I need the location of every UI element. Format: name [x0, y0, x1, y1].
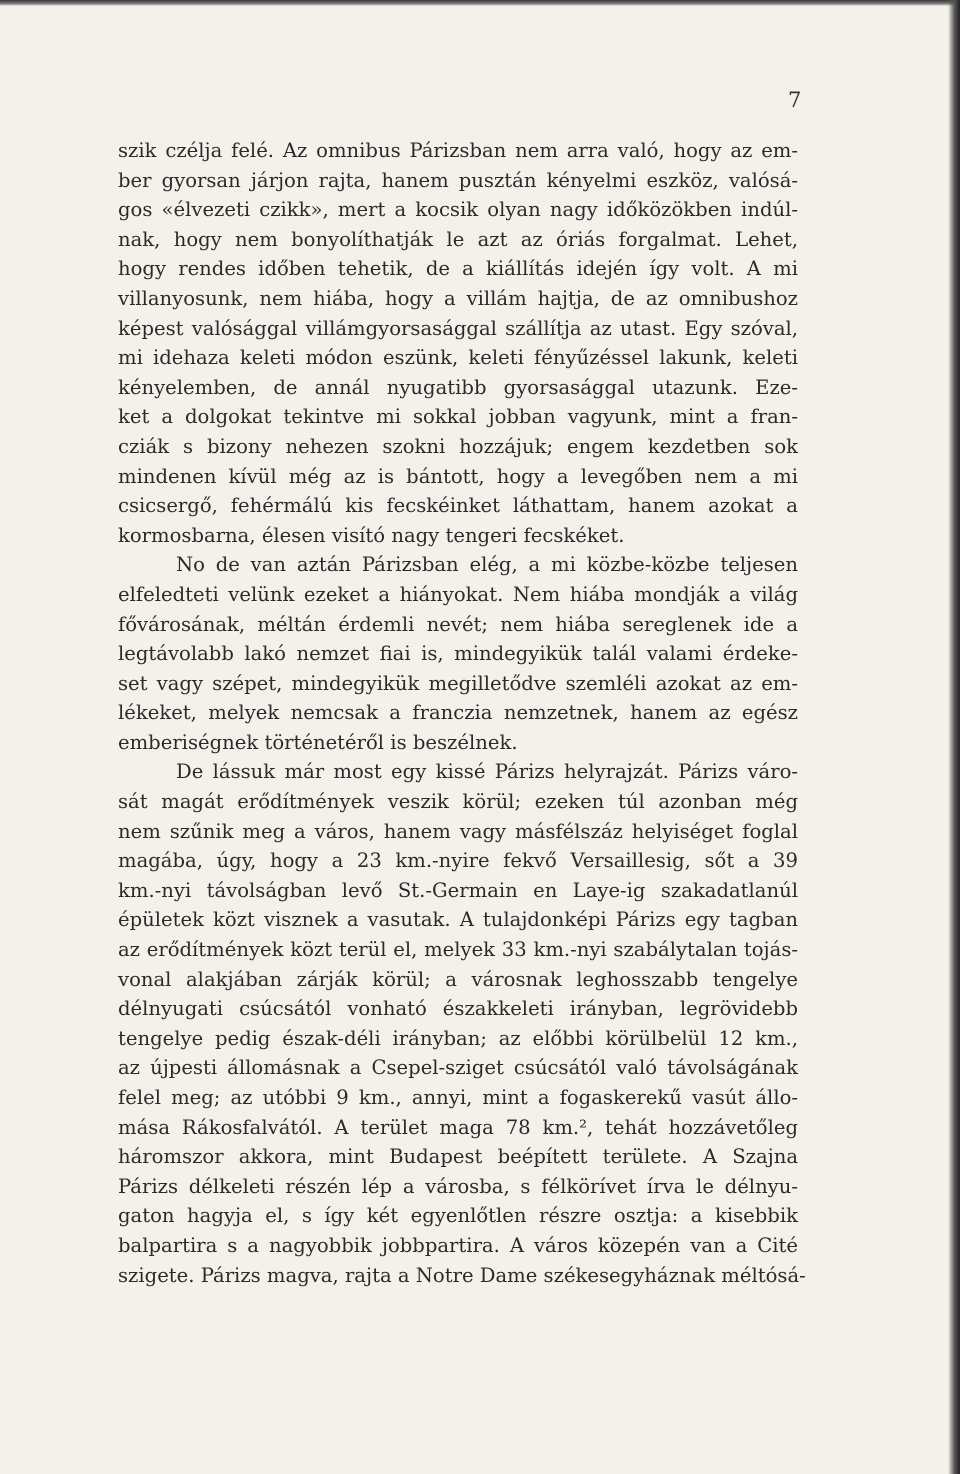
body-text	[118, 136, 806, 1290]
text-line: képest valósággal villámgyorsasággal szállítja az utast. Egy szóval,	[118, 316, 798, 340]
text-line: az újpesti állomásnak a Csepel-sziget csúcsától való távolságának	[118, 1056, 798, 1080]
text-line: kényelemben, de annál nyugatibb gyorsasággal utazunk. Eze-	[118, 375, 798, 399]
text-line: sát magát erődítmények veszik körül; ezeken túl azonban még	[118, 790, 798, 814]
text-line: kormosbarna, élesen visító nagy tengeri fecskéket.	[118, 523, 625, 547]
text-line: mi idehaza keleti módon eszünk, keleti fényűzéssel lakunk, keleti	[118, 346, 798, 370]
text-line: balpartira s a nagyobbik jobbpartira. A város közepén van a Cité	[118, 1233, 798, 1257]
paragraph-start-line: No de van aztán Párizsban elég, a mi közbe-közbe teljesen	[176, 553, 798, 577]
text-line: csicsergő, fehérmálú kis fecskéinket láthattam, hanem azokat a	[118, 494, 798, 518]
text-line: villanyosunk, nem hiába, hogy a villám hajtja, de az omnibushoz	[118, 286, 798, 310]
text-line: km.-nyi távolságban levő St.-Germain en Laye-ig szakadatlanúl	[118, 878, 798, 902]
scan-border-top	[0, 0, 960, 6]
text-line: elfeledteti velünk ezeket a hiányokat. Nem hiába mondják a világ	[118, 582, 798, 606]
text-line: hogy rendes időben tehetik, de a kiállítás idején így volt. A mi	[118, 257, 798, 281]
text-line: háromszor akkora, mint Budapest beépített területe. A Szajna	[118, 1145, 798, 1169]
text-line: gaton hagyja el, s így két egyenlőtlen részre osztja: a kisebbik	[118, 1204, 798, 1228]
text-line: mindenen kívül még az is bántott, hogy a levegőben nem a mi	[118, 464, 798, 488]
text-line: magába, úgy, hogy a 23 km.-nyire fekvő Versaillesig, sőt a 39	[118, 849, 798, 873]
text-line: szik czélja felé. Az omnibus Párizsban nem arra való, hogy az em-	[118, 139, 798, 162]
scan-border-right	[948, 0, 960, 1474]
text-line: nak, hogy nem bonyolíthatják le azt az óriás forgalmat. Lehet,	[118, 227, 798, 251]
text-line: felel meg; az utóbbi 9 km., annyi, mint a fogaskerekű vasút állo-	[118, 1086, 798, 1109]
text-line: ber gyorsan járjon rajta, hanem pusztán kényelmi eszköz, valósá-	[118, 168, 798, 192]
text-line: Párizs délkeleti részén lép a városba, s félkörívet írva le délnyu-	[118, 1174, 798, 1198]
text-line: cziák s bizony nehezen szokni hozzájuk; engem kezdetben sok	[118, 434, 798, 458]
text-line: mása Rákosfalvától. A terület maga 78 km.², tehát hozzávetőleg	[118, 1115, 798, 1139]
text-line: set vagy szépet, mindegyikük megilletődve szemléli azokat az em-	[118, 671, 798, 695]
text-line: épületek közt visznek a vasutak. A tulajdonképi Párizs egy tagban	[118, 908, 798, 932]
text-line: emberiségnek történetéről is beszélnek.	[118, 730, 518, 754]
text-line: legtávolabb lakó nemzet fiai is, mindegyikük talál valami érdeke-	[118, 642, 798, 666]
text-line: tengelye pedig észak-déli irányban; az előbbi körülbelül 12 km.,	[118, 1026, 798, 1050]
paragraph-start-line: De lássuk már most egy kissé Párizs helyrajzát. Párizs váro-	[176, 760, 798, 784]
text-line: vonal alakjában zárják körül; a városnak leghosszabb tengelye	[118, 967, 798, 991]
text-line: az erődítmények közt terül el, melyek 33 km.-nyi szabálytalan tojás-	[118, 938, 798, 962]
page-number: 7	[788, 88, 802, 112]
text-line: szigete. Párizs magva, rajta a Notre Dame székesegyháznak méltósá-	[118, 1263, 806, 1287]
text-line: délnyugati csúcsától vonható északkeleti irányban, legrövidebb	[118, 997, 798, 1021]
text-line: fővárosának, méltán érdemli nevét; nem hiába sereglenek ide a	[118, 612, 798, 636]
text-line: ket a dolgokat tekintve mi sokkal jobban vagyunk, mint a fran-	[118, 405, 798, 429]
text-line: lékeket, melyek nemcsak a franczia nemzetnek, hanem az egész	[118, 701, 798, 725]
text-line: gos «élvezeti czikk», mert a kocsik olyan nagy időközökben indúl-	[118, 198, 798, 222]
text-line: nem szűnik meg a város, hanem vagy másfélszáz helyiséget foglal	[118, 819, 798, 843]
